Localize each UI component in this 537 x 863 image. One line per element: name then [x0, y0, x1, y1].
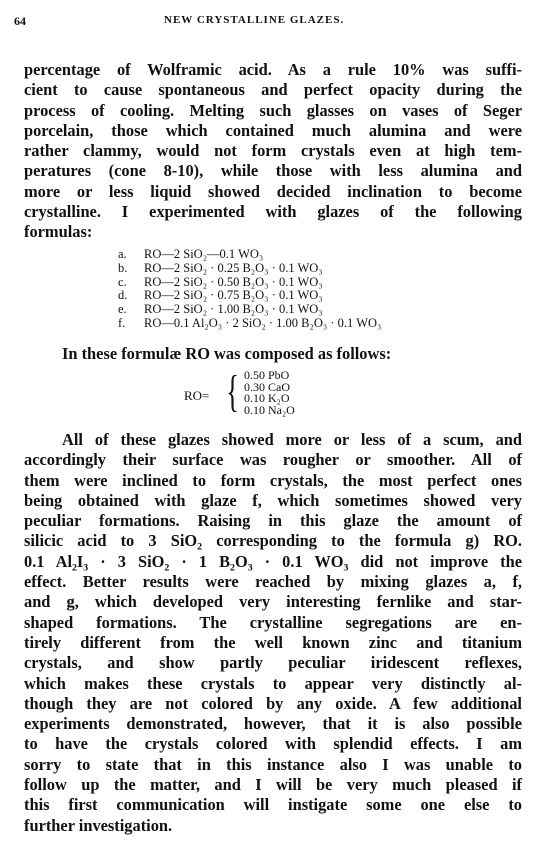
text-line: tirely different from the well known zinc and titanium: [24, 632, 522, 652]
formula-letter: f.: [118, 315, 126, 330]
text-line: this first communication will instigate some one else to: [24, 795, 522, 815]
text-line: All of these glazes showed more or less of a scum, and: [62, 430, 522, 449]
text-line: sorry to state that in this instance also I was unable to: [24, 754, 522, 774]
text-line: porcelain, those which contained much alumina and were: [24, 120, 522, 140]
paragraph-2: [24, 430, 522, 836]
ro-component: 0.10 Na₂O: [244, 402, 295, 417]
text-line: which makes these crystals to appear very distinctly al-: [24, 673, 522, 693]
text-line: to have the crystals colored with splendid effects. I am: [24, 734, 522, 754]
text-line: rather clammy, would not form crystals even at high tem-: [24, 141, 522, 161]
formula-row: [118, 317, 381, 331]
glaze-formula-list: [118, 248, 381, 331]
formula-letter: a.: [118, 247, 127, 261]
text-line: and g, which developed very interesting fernlike and star-: [24, 592, 522, 612]
text-line: percentage of Wolframic acid. As a rule 10% was suffi-: [24, 60, 522, 79]
text-line: peratures (cone 8-10), while those with less alumina and: [24, 161, 522, 181]
formula-row: [118, 276, 381, 290]
curly-brace: {: [226, 367, 239, 416]
text-line: crystalline. I experimented with glazes of the following: [24, 202, 522, 222]
text-line: process of cooling. Melting such glasses on vases of Seger: [24, 100, 522, 120]
formula-text: RO—2 SiO₂—0.1 WO₃: [144, 247, 264, 261]
ro-component: 0.50 PbO: [244, 368, 290, 382]
text-line: silicic acid to 3 SiO₂ corresponding to the formula g) RO.: [24, 531, 522, 551]
formula-letter: e.: [118, 302, 127, 317]
ro-component: 0.30 CaO: [244, 379, 290, 394]
text-line: crystals, and show partly peculiar iridescent reflexes,: [24, 653, 522, 673]
text-line: 0.1 Al₂I₃ · 3 SiO₂ · 1 B₂O₃ · 0.1 WO₃ did not improve the: [24, 551, 522, 571]
formula-row: [118, 262, 381, 276]
paragraph-1: [24, 60, 522, 243]
formula-row: [118, 248, 381, 262]
formula-row: [118, 289, 381, 303]
formula-row: [118, 303, 381, 317]
formula-letter: b.: [118, 260, 128, 275]
ro-component-list: [244, 370, 295, 416]
text-line: effect. Better results were reached by mixing glazes a, f,: [24, 572, 522, 592]
ro-intro-line: In these formulæ RO was composed as follows:: [62, 344, 392, 363]
ro-label: RO=: [184, 388, 210, 403]
text-line: cient to cause spontaneous and perfect opacity during the: [24, 80, 522, 100]
running-head: [14, 14, 524, 32]
formula-text: RO—2 SiO₂ · 0.25 B₂O₃ · 0.1 WO₃: [144, 260, 323, 275]
formula-letter: c.: [118, 274, 127, 289]
page-number: 64: [14, 14, 26, 28]
text-line: formulas:: [24, 222, 93, 242]
text-line: peculiar formations. Raising in this glaze the amount of: [24, 511, 522, 531]
text-line: follow up the matter, and I will be very much pleased if: [24, 775, 522, 795]
formula-text: RO—2 SiO₂ · 0.75 B₂O₃ · 0.1 WO₃: [144, 288, 323, 303]
ro-component: 0.10 K₂O: [244, 391, 290, 405]
text-line: shaped formations. The crystalline segregations are en-: [24, 612, 522, 632]
text-line: further investigation.: [24, 815, 173, 835]
text-line: being obtained with glaze f, which sometimes showed very: [24, 490, 522, 510]
text-line: though they are not colored by any oxide. A few additional: [24, 693, 522, 713]
formula-text: RO—2 SiO₂ · 1.00 B₂O₃ · 0.1 WO₃: [144, 302, 323, 317]
running-title: NEW CRYSTALLINE GLAZES.: [164, 14, 345, 26]
text-line: accordingly their surface was rougher or smoother. All of: [24, 450, 522, 470]
text-line: them were inclined to form crystals, the most perfect ones: [24, 470, 522, 490]
formula-letter: d.: [118, 288, 128, 303]
formula-text: RO—0.1 Al₂O₃ · 2 SiO₂ · 1.00 B₂O₃ · 0.1 WO₃: [144, 315, 382, 330]
formula-text: RO—2 SiO₂ · 0.50 B₂O₃ · 0.1 WO₃: [144, 274, 323, 289]
text-line: experiments demonstrated, however, that it is also possible: [24, 714, 522, 734]
text-line: more or less liquid showed decided inclination to become: [24, 181, 522, 201]
